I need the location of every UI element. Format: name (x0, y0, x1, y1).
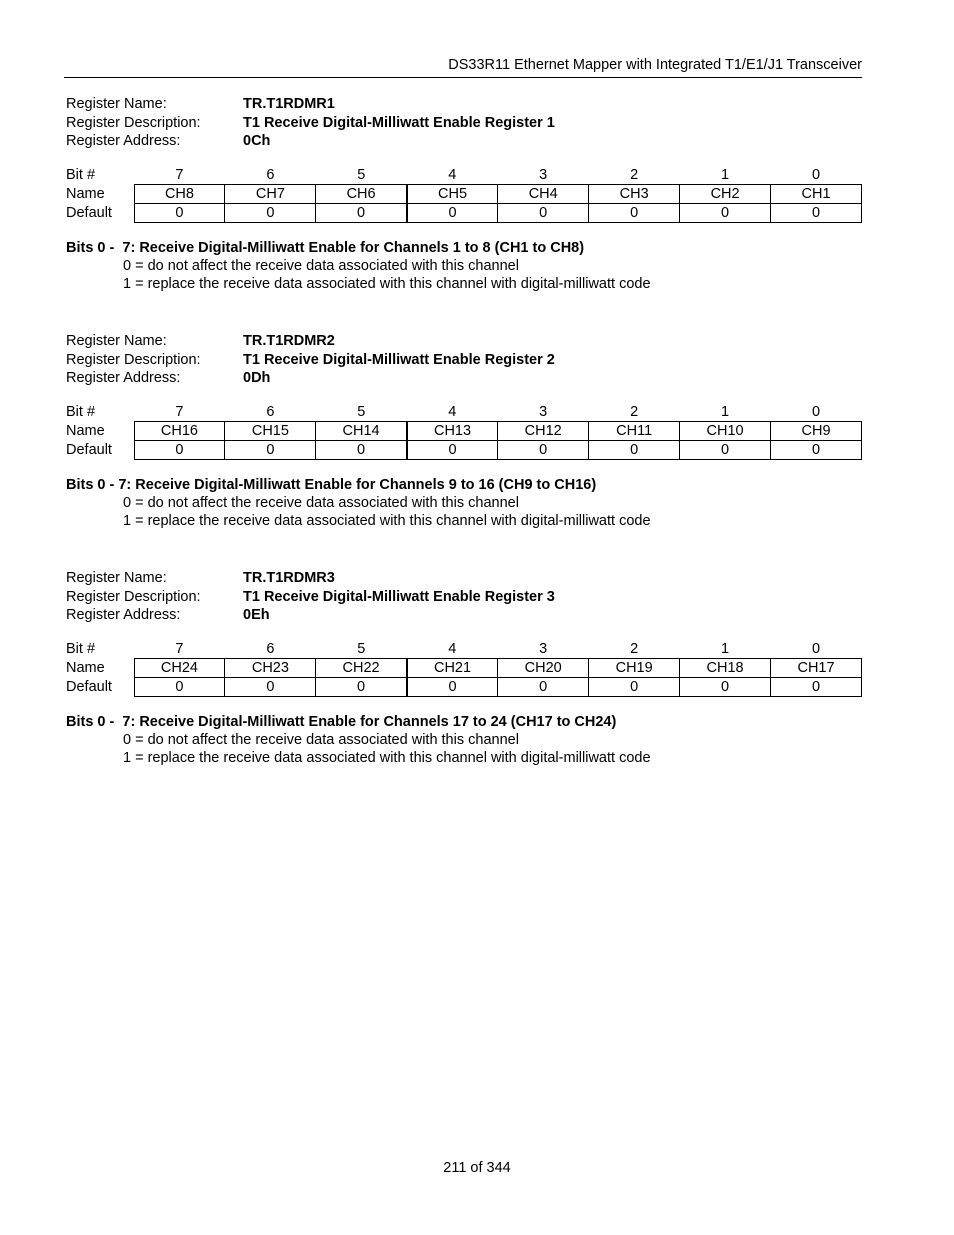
bit-name-cell: CH17 (771, 659, 862, 678)
bit-default-cell: 0 (589, 441, 680, 460)
bit-number-cell: 5 (357, 641, 366, 657)
bit-default-cell: 0 (771, 678, 862, 697)
bit-number-cell: 7 (175, 167, 184, 183)
bit-number-cell: 1 (721, 641, 730, 657)
bit-default-row (66, 441, 862, 460)
bit-name-cell: CH4 (498, 185, 589, 204)
bit-description-line: 0 = do not affect the receive data associated with this channel (123, 495, 519, 511)
bit-default-cell: 0 (498, 204, 589, 223)
register-bit-table (66, 403, 862, 460)
register-address-row (66, 606, 862, 625)
bit-number-cell: 5 (357, 404, 366, 420)
bit-name-cell: CH15 (225, 422, 316, 441)
bit-name-cell: CH7 (225, 185, 316, 204)
bit-description (66, 713, 862, 767)
bit-name-cell: CH18 (680, 659, 771, 678)
register-description-label: Register Description: (66, 588, 201, 605)
bit-number-cell: 4 (448, 404, 457, 420)
bit-default-cell: 0 (771, 204, 862, 223)
bit-name-cell: CH22 (316, 659, 407, 678)
register-block (66, 332, 862, 529)
bit-name-cell: CH12 (498, 422, 589, 441)
bit-default-row-label: Default (66, 205, 112, 221)
bit-name-cell: CH20 (498, 659, 589, 678)
register-name-value: TR.T1RDMR1 (243, 96, 335, 112)
bit-number-cell: 6 (266, 167, 275, 183)
bit-name-row-label: Name (66, 660, 105, 676)
bit-default-cell: 0 (134, 204, 225, 223)
bit-default-row (66, 678, 862, 697)
bit-default-cell: 0 (771, 441, 862, 460)
bit-default-row (66, 204, 862, 223)
register-description-label: Register Description: (66, 114, 201, 131)
register-description-row (66, 114, 862, 133)
bit-name-cell: CH2 (680, 185, 771, 204)
bit-default-cell: 0 (680, 204, 771, 223)
bit-number-cell: 7 (175, 641, 184, 657)
bit-default-cell: 0 (134, 441, 225, 460)
bit-name-cell: CH5 (407, 185, 498, 204)
register-name-row (66, 569, 862, 588)
bit-default-cell: 0 (225, 678, 316, 697)
bit-name-cell: CH23 (225, 659, 316, 678)
bit-default-cell: 0 (407, 678, 498, 697)
register-address-label: Register Address: (66, 607, 181, 623)
bit-default-cell: 0 (316, 441, 407, 460)
bit-description-title: Bits 0 - 7: Receive Digital-Milliwatt Enable for Channels 1 to 8 (CH1 to CH8) (66, 240, 585, 256)
register-name-label: Register Name: (66, 333, 167, 349)
page-number: 211 of 344 (443, 1160, 511, 1176)
bit-name-cell: CH24 (134, 659, 225, 678)
bit-number-cell: 4 (448, 641, 457, 657)
bit-default-cell: 0 (134, 678, 225, 697)
bit-name-cell: CH14 (316, 422, 407, 441)
bit-description-title: Bits 0 - 7: Receive Digital-Milliwatt Enable for Channels 9 to 16 (CH9 to CH16) (66, 477, 597, 493)
register-description-value: T1 Receive Digital-Milliwatt Enable Register 3 (243, 588, 555, 605)
register-description-row (66, 588, 862, 607)
bit-name-cell: CH19 (589, 659, 680, 678)
register-address-row (66, 132, 862, 151)
bit-description (66, 239, 862, 293)
bit-default-cell: 0 (589, 204, 680, 223)
bit-description-title: Bits 0 - 7: Receive Digital-Milliwatt Enable for Channels 17 to 24 (CH17 to CH24) (66, 714, 617, 730)
register-description-value: T1 Receive Digital-Milliwatt Enable Register 1 (243, 114, 555, 131)
bit-name-cell: CH3 (589, 185, 680, 204)
register-name-value: TR.T1RDMR2 (243, 333, 335, 349)
bit-name-cell: CH11 (589, 422, 680, 441)
bit-default-cell: 0 (589, 678, 680, 697)
register-address-label: Register Address: (66, 133, 181, 149)
bit-number-cell: 6 (266, 404, 275, 420)
register-name-row (66, 95, 862, 114)
bit-number-cell: 0 (811, 641, 821, 657)
bit-default-cell: 0 (680, 441, 771, 460)
bit-number-cell: 0 (811, 167, 821, 183)
bit-description-line: 0 = do not affect the receive data associated with this channel (123, 732, 519, 748)
bit-name-row (66, 659, 862, 678)
bit-number-cell: 5 (357, 167, 366, 183)
register-address-value: 0Dh (243, 370, 271, 386)
register-name-value: TR.T1RDMR3 (243, 570, 335, 586)
register-address-value: 0Eh (243, 607, 270, 623)
register-block (66, 95, 862, 292)
bit-number-cell: 3 (539, 641, 548, 657)
bit-default-row-label: Default (66, 442, 112, 458)
bit-name-cell: CH9 (771, 422, 862, 441)
register-description-label: Register Description: (66, 351, 201, 368)
bit-number-row (66, 640, 862, 659)
bit-number-cell: 2 (630, 167, 639, 183)
register-name-label: Register Name: (66, 570, 167, 586)
bit-number-row (66, 166, 862, 185)
bit-number-row (66, 403, 862, 422)
register-name-row (66, 332, 862, 351)
bit-name-cell: CH13 (407, 422, 498, 441)
bit-default-cell: 0 (498, 441, 589, 460)
bit-name-cell: CH6 (316, 185, 407, 204)
bit-name-row-label: Name (66, 186, 105, 202)
bit-default-row-label: Default (66, 679, 112, 695)
bit-default-cell: 0 (680, 678, 771, 697)
bit-default-cell: 0 (498, 678, 589, 697)
bit-name-cell: CH8 (134, 185, 225, 204)
register-name-label: Register Name: (66, 96, 167, 112)
bit-name-row-label: Name (66, 423, 105, 439)
bit-number-cell: 6 (266, 641, 275, 657)
bit-name-cell: CH21 (407, 659, 498, 678)
bit-default-cell: 0 (407, 204, 498, 223)
register-address-value: 0Ch (243, 133, 271, 149)
bit-name-row (66, 422, 862, 441)
bit-default-cell: 0 (316, 678, 407, 697)
bit-description-line: 1 = replace the receive data associated with this channel with digital-milliwatt code (123, 513, 651, 529)
bit-number-row-label: Bit # (66, 167, 96, 184)
bit-name-row (66, 185, 862, 204)
register-block (66, 569, 862, 766)
bit-number-cell: 0 (811, 404, 821, 420)
bit-number-cell: 1 (721, 404, 730, 420)
register-bit-table (66, 640, 862, 697)
register-bit-table (66, 166, 862, 223)
bit-description-line: 0 = do not affect the receive data associated with this channel (123, 258, 519, 274)
bit-number-row-label: Bit # (66, 641, 96, 658)
register-description-value: T1 Receive Digital-Milliwatt Enable Register 2 (243, 351, 555, 368)
bit-description-line: 1 = replace the receive data associated with this channel with digital-milliwatt code (123, 750, 651, 766)
bit-description (66, 476, 862, 530)
bit-default-cell: 0 (225, 204, 316, 223)
register-address-label: Register Address: (66, 370, 181, 386)
bit-number-cell: 7 (175, 404, 184, 420)
bit-default-cell: 0 (316, 204, 407, 223)
bit-name-cell: CH16 (134, 422, 225, 441)
bit-number-cell: 3 (539, 167, 548, 183)
bit-name-cell: CH10 (680, 422, 771, 441)
bit-description-line: 1 = replace the receive data associated with this channel with digital-milliwatt code (123, 276, 651, 292)
bit-number-cell: 4 (448, 167, 457, 183)
bit-number-cell: 2 (630, 404, 639, 420)
bit-number-cell: 2 (630, 641, 639, 657)
bit-default-cell: 0 (407, 441, 498, 460)
register-address-row (66, 369, 862, 388)
bit-default-cell: 0 (225, 441, 316, 460)
bit-name-cell: CH1 (771, 185, 862, 204)
page-header: DS33R11 Ethernet Mapper with Integrated T1/E1/J1 Transceiver (64, 55, 862, 78)
bit-number-cell: 3 (539, 404, 548, 420)
bit-number-cell: 1 (721, 167, 730, 183)
register-description-row (66, 351, 862, 370)
bit-number-row-label: Bit # (66, 404, 96, 421)
